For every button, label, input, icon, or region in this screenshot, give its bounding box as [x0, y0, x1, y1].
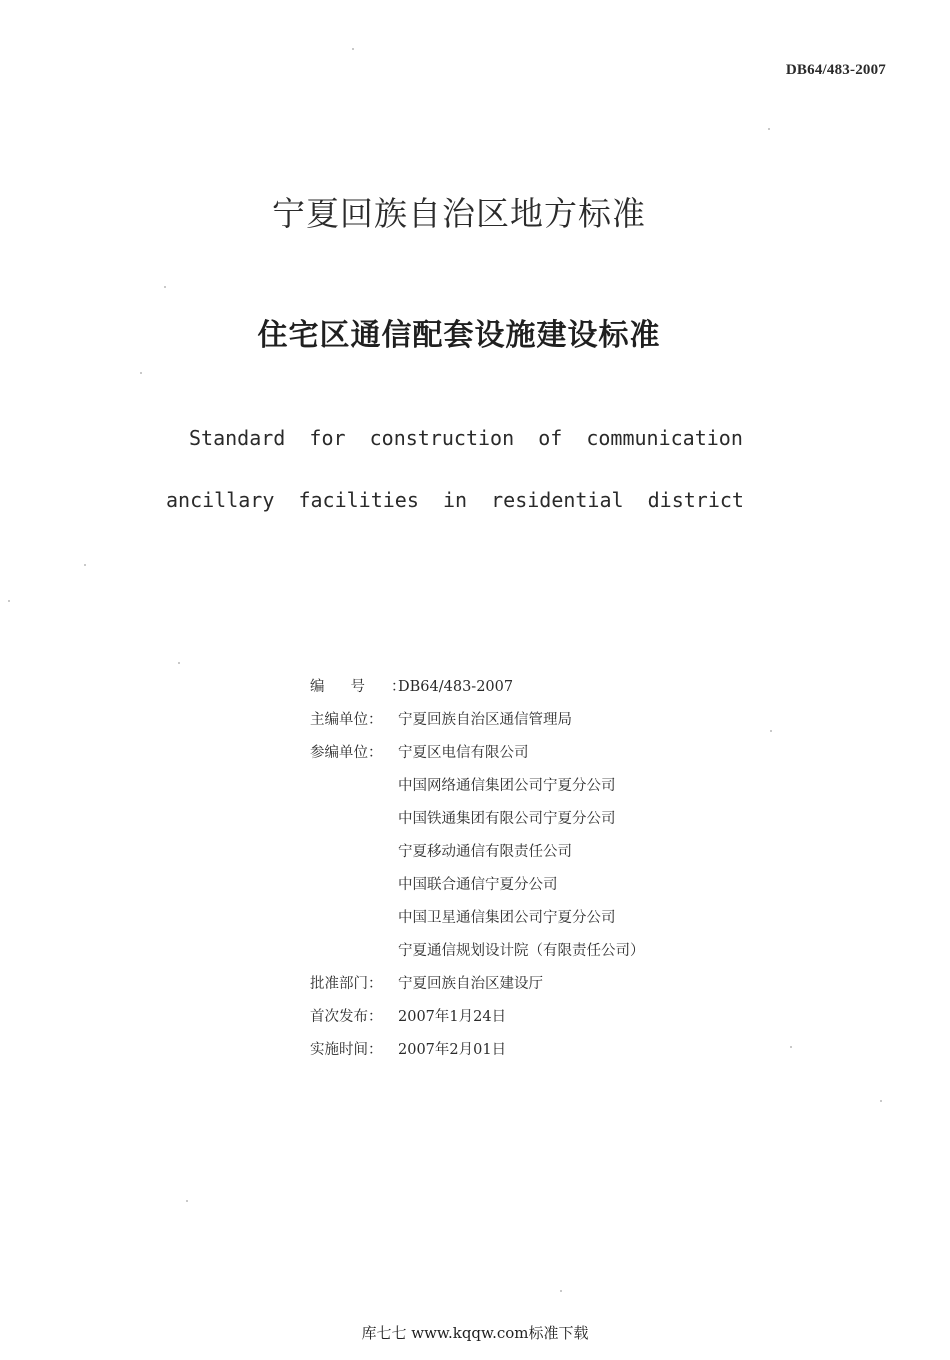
document-code: DB64/483-2007: [785, 62, 886, 78]
approval-value: 宁夏回族自治区建设厅: [398, 976, 543, 992]
participant-item: 宁夏移动通信有限责任公司: [398, 844, 572, 860]
release-value: 2007年1月24日: [398, 1009, 507, 1025]
participants-label: 参编单位：: [310, 745, 383, 761]
meta-row-release: [310, 1006, 645, 1039]
chief-editor-value: 宁夏回族自治区通信管理局: [398, 712, 572, 728]
meta-row-approval: [310, 973, 645, 1006]
scan-speck: [8, 600, 10, 602]
participant-item: 宁夏区电信有限公司: [398, 745, 529, 761]
meta-row-participant: [310, 874, 645, 907]
standard-category: 宁夏回族自治区地方标准: [272, 194, 646, 233]
participant-item: 中国网络通信集团公司宁夏分公司: [398, 778, 616, 794]
meta-row-participant: [310, 808, 645, 841]
download-footer: 库七七 www.kqqw.com标准下载: [361, 1324, 589, 1342]
meta-row-participants: [310, 742, 645, 775]
scan-speck: [560, 1290, 562, 1292]
scan-speck: [352, 48, 354, 50]
chief-editor-label: 主编单位：: [310, 712, 383, 728]
meta-row-participant: [310, 940, 645, 973]
title-english-line-2: ancillary facilities in residential district: [166, 488, 744, 512]
meta-row-effective: [310, 1039, 645, 1072]
scan-speck: [770, 730, 772, 732]
participant-item: 中国卫星通信集团公司宁夏分公司: [398, 910, 616, 926]
scan-speck: [790, 1046, 792, 1048]
scan-speck: [880, 1100, 882, 1102]
metadata-block: [310, 676, 645, 1072]
scan-speck: [186, 1200, 188, 1202]
scan-speck: [768, 128, 770, 130]
release-label: 首次发布：: [310, 1009, 383, 1025]
title-chinese: 住宅区通信配套设施建设标准: [257, 318, 661, 353]
code-value: DB64/483-2007: [398, 679, 514, 695]
effective-label: 实施时间：: [310, 1042, 383, 1058]
meta-row-chief-editor: [310, 709, 645, 742]
approval-label: 批准部门：: [310, 976, 383, 992]
participant-item: 宁夏通信规划设计院（有限责任公司）: [398, 943, 645, 959]
code-label: 编号：: [310, 679, 432, 695]
meta-row-participant: [310, 907, 645, 940]
scan-speck: [164, 286, 166, 288]
participant-item: 中国联合通信宁夏分公司: [398, 877, 558, 893]
meta-row-code: [310, 676, 645, 709]
scan-speck: [178, 662, 180, 664]
scan-speck: [84, 564, 86, 566]
meta-row-participant: [310, 841, 645, 874]
title-english-line-1: Standard for construction of communication: [189, 426, 743, 450]
meta-row-participant: [310, 775, 645, 808]
participant-item: 中国铁通集团有限公司宁夏分公司: [398, 811, 616, 827]
effective-value: 2007年2月01日: [398, 1042, 507, 1058]
scan-speck: [140, 372, 142, 374]
